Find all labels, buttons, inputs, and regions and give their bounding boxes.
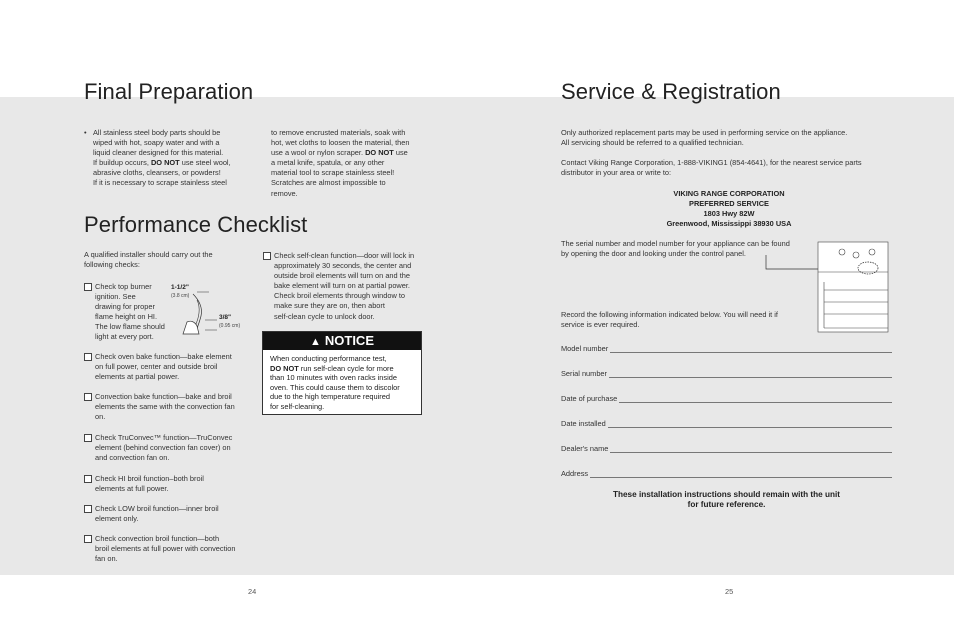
notice-header: ▲ NOTICE (263, 332, 421, 350)
flame-icon (177, 290, 221, 336)
flame-lower-cm: (0.95 cm) (219, 323, 241, 329)
serial-number-line[interactable] (609, 369, 892, 378)
date-of-purchase-line[interactable] (619, 394, 892, 403)
flame-height-drawing (171, 284, 251, 336)
checkbox[interactable] (84, 475, 92, 483)
dealers-name-field[interactable]: Dealer's name (561, 444, 892, 453)
service-registration-title: Service & Registration (561, 79, 781, 104)
performance-checklist-title: Performance Checklist (84, 212, 308, 237)
retain-instructions-note: These installation instructions should remain with the unit for future reference. (613, 490, 840, 509)
flame-upper-cm: (3.8 cm) (171, 293, 190, 299)
checkbox[interactable] (84, 283, 92, 291)
page-number-left: 24 (248, 587, 257, 596)
serial-number-field[interactable]: Serial number (561, 369, 892, 378)
final-prep-col2: to remove encrusted materials, soak with hot, wet cloths to loosen the material, then use a wool or nylon scraper. DO NOT use a metal knife, spatula, or any other material tool to scrape stainless steel! Scratches are almost impossible to remove. (271, 128, 410, 198)
checkbox[interactable] (84, 505, 92, 513)
service-parts-paragraph: Only authorized replacement parts may be used in performing service on the appliance. All servicing should be referred to a qualified technician. (561, 128, 848, 148)
model-number-field[interactable]: Model number (561, 344, 892, 353)
checkbox[interactable] (84, 353, 92, 361)
serial-location-note: The serial number and model number for your appliance can be found by opening the door and looking under the control panel. (561, 239, 790, 259)
bullet-icon: • (84, 128, 87, 137)
dealers-name-line[interactable] (610, 444, 892, 453)
address-line[interactable] (590, 469, 892, 478)
record-info-note: Record the following information indicated below. You will need it if service is ever required. (561, 310, 778, 330)
date-installed-field[interactable]: Date installed (561, 419, 892, 428)
date-of-purchase-field[interactable]: Date of purchase (561, 394, 892, 403)
checkbox[interactable] (263, 252, 271, 260)
checkbox[interactable] (84, 393, 92, 401)
contact-paragraph: Contact Viking Range Corporation, 1-888-VIKING1 (854-4641), for the nearest service parts distributor in your area or write to: (561, 158, 862, 178)
checkbox[interactable] (84, 535, 92, 543)
page-number-right: 25 (725, 587, 734, 596)
notice-box (262, 331, 422, 415)
checkbox[interactable] (84, 434, 92, 442)
date-installed-line[interactable] (608, 419, 892, 428)
address-field[interactable]: Address (561, 469, 892, 478)
final-preparation-title: Final Preparation (84, 79, 254, 104)
service-address: VIKING RANGE CORPORATION PREFERRED SERVICE 1803 Hwy 82W Greenwood, Mississippi 38930 USA (666, 189, 792, 229)
checklist-intro: A qualified installer should carry out the following checks: (84, 250, 213, 270)
warning-icon: ▲ (309, 336, 321, 348)
final-prep-col1: • All stainless steel body parts should be wiped with hot, soapy water and with a liquid cleaner designed for this material. If buildup occurs, DO NOT use steel wool, abrasive cloths, cleansers, or powders! If it is necessary to scrape stainless steel (84, 128, 231, 188)
flame-upper-dim: 1-1/2" (171, 284, 189, 291)
flame-lower-dim: 3/8" (219, 314, 232, 321)
model-number-line[interactable] (610, 344, 892, 353)
notice-body: When conducting performance test, DO NOT run self-clean cycle for more than 10 minutes with oven racks inside oven. This could cause them to discolor due to the high temperature required for self-cleaning. (270, 354, 400, 411)
